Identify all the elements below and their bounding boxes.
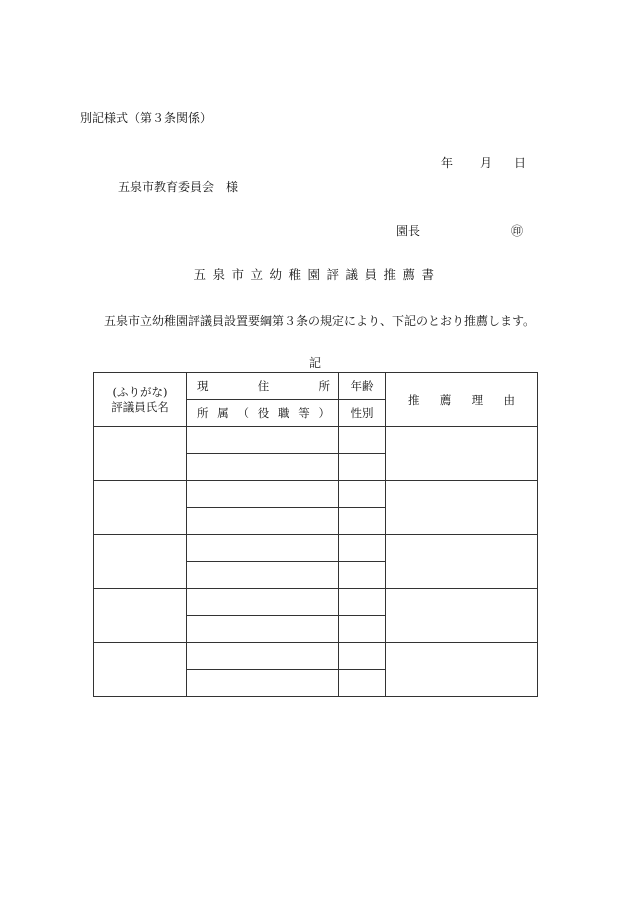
- principal-label: 園長: [396, 224, 421, 238]
- header-affiliation-char: 所: [197, 406, 209, 420]
- header-reason-char: 薦: [439, 392, 452, 407]
- gender-cell[interactable]: [339, 508, 386, 535]
- header-affiliation-char: 役: [257, 406, 270, 420]
- header-affiliation-char: ）: [318, 406, 330, 420]
- table-row: [94, 481, 538, 508]
- header-reason-char: 理: [471, 392, 484, 407]
- affiliation-cell[interactable]: [187, 670, 339, 697]
- header-affiliation-char: 職: [278, 406, 290, 420]
- header-address-char: 現: [197, 379, 209, 393]
- address-cell[interactable]: [187, 643, 339, 670]
- header-reason-label: [386, 392, 537, 408]
- header-address-label: [187, 378, 338, 394]
- date-day: 日: [514, 156, 527, 170]
- name-cell[interactable]: [94, 481, 187, 535]
- table-row: [94, 589, 538, 616]
- age-cell[interactable]: [339, 643, 386, 670]
- reason-cell[interactable]: [386, 481, 538, 535]
- recommendation-statement: 五泉市立幼稚園評議員設置要綱第３条の規定により、下記のとおり推薦します。: [104, 314, 536, 328]
- date-year: 年: [441, 156, 454, 170]
- header-address-char: 住: [257, 379, 270, 393]
- affiliation-cell[interactable]: [187, 508, 339, 535]
- table-row: [94, 535, 538, 562]
- header-reason: [386, 373, 538, 427]
- reason-cell[interactable]: [386, 427, 538, 481]
- reason-cell[interactable]: [386, 589, 538, 643]
- header-affiliation-label: [187, 405, 338, 421]
- date-month: 月: [480, 156, 493, 170]
- ki-heading: 記: [308, 356, 321, 370]
- address-cell[interactable]: [187, 427, 339, 454]
- age-cell[interactable]: [339, 589, 386, 616]
- address-cell[interactable]: [187, 589, 339, 616]
- header-reason-char: 推: [408, 392, 420, 407]
- gender-cell[interactable]: [339, 670, 386, 697]
- header-affiliation-char: 等: [298, 406, 310, 420]
- header-address: [187, 373, 339, 400]
- header-reason-char: 由: [503, 392, 515, 407]
- gender-cell[interactable]: [339, 454, 386, 481]
- name-cell[interactable]: [94, 589, 187, 643]
- name-cell[interactable]: [94, 427, 187, 481]
- form-reference: 別記様式（第３条関係）: [80, 111, 213, 125]
- name-cell[interactable]: [94, 535, 187, 589]
- header-gender: 性別: [339, 400, 386, 427]
- nominee-table: [93, 372, 538, 697]
- header-name: 評議員氏名: [111, 399, 169, 414]
- header-affiliation: [187, 400, 339, 427]
- header-furigana: (ふりがな): [112, 384, 168, 399]
- table-row: [94, 643, 538, 670]
- header-affiliation-char: （: [237, 406, 249, 420]
- reason-cell[interactable]: [386, 643, 538, 697]
- reason-cell[interactable]: [386, 535, 538, 589]
- header-address-char: 所: [318, 379, 330, 393]
- document-title: 五泉市立幼稚園評議員推薦書: [193, 267, 441, 282]
- table-row: [94, 427, 538, 454]
- affiliation-cell[interactable]: [187, 454, 339, 481]
- address-cell[interactable]: [187, 535, 339, 562]
- name-cell[interactable]: [94, 643, 187, 697]
- age-cell[interactable]: [339, 427, 386, 454]
- address-cell[interactable]: [187, 481, 339, 508]
- affiliation-cell[interactable]: [187, 562, 339, 589]
- header-row-1: [94, 373, 538, 400]
- date-line: [0, 154, 527, 172]
- gender-cell[interactable]: [339, 616, 386, 643]
- affiliation-cell[interactable]: [187, 616, 339, 643]
- seal-icon: ㊞: [511, 224, 524, 238]
- header-age: 年齢: [339, 373, 386, 400]
- recipient: 五泉市教育委員会 様: [118, 180, 239, 194]
- header-nominee-name: [94, 373, 187, 427]
- gender-cell[interactable]: [339, 562, 386, 589]
- header-affiliation-char: 属: [217, 406, 229, 420]
- age-cell[interactable]: [339, 535, 386, 562]
- age-cell[interactable]: [339, 481, 386, 508]
